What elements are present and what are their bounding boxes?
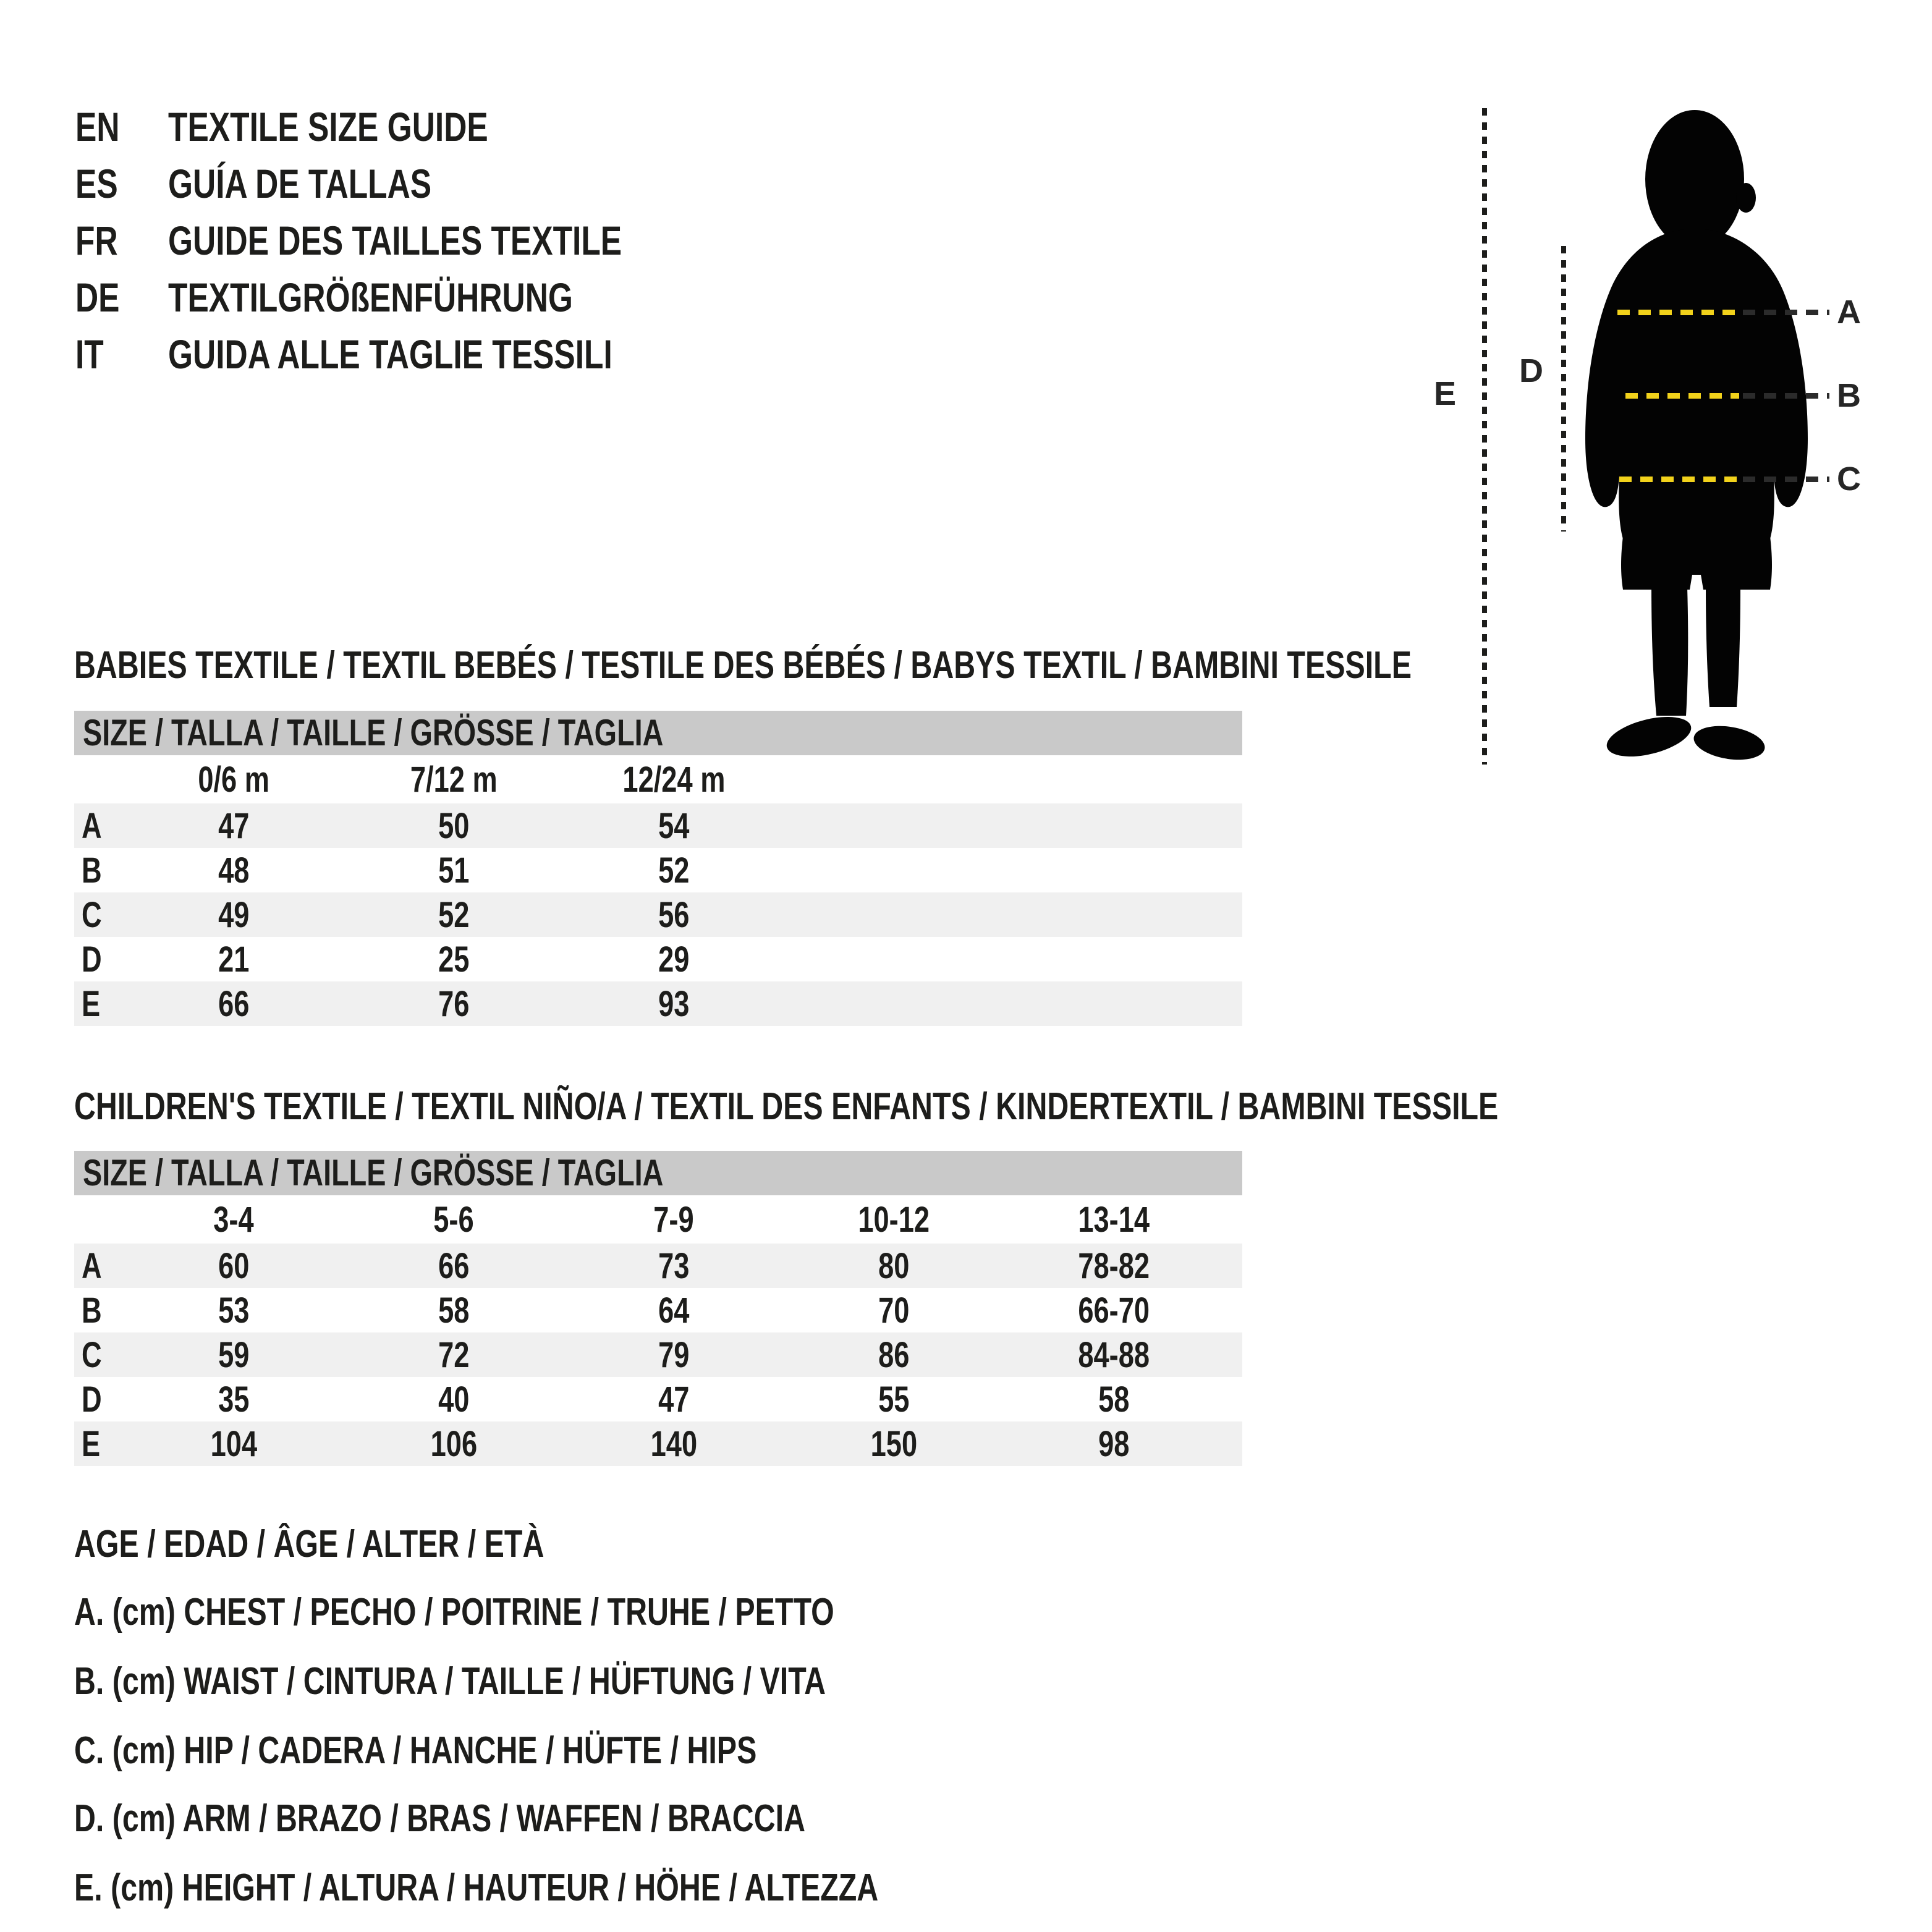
chest-a-dash-line (1617, 310, 1739, 315)
table-row (74, 1288, 1242, 1332)
waist-b-dash-line (1625, 393, 1739, 399)
legend-line-age: AGE / EDAD / ÂGE / ALTER / ETÀ (74, 1523, 544, 1566)
measurement-figure (1421, 87, 1932, 803)
column-header: 10-12 (858, 1199, 930, 1240)
table-row (74, 1421, 1242, 1466)
cell-value: 66 (438, 1245, 470, 1286)
cell-value: 48 (218, 850, 250, 891)
cell-value: 50 (438, 805, 470, 846)
size-header-text: SIZE / TALLA / TAILLE / GRÖSSE / TAGLIA (83, 712, 664, 753)
cell-value: 35 (218, 1379, 250, 1420)
cell-value: 52 (658, 850, 690, 891)
table-row (74, 937, 1242, 981)
cell-value: 54 (658, 805, 690, 846)
hip-c-dash-line-outer (1743, 477, 1829, 482)
cell-value: 78-82 (1078, 1245, 1150, 1286)
hip-c-dash-line (1619, 477, 1739, 482)
row-label: E (82, 983, 101, 1024)
row-label: C (82, 894, 102, 935)
waist-b-dash-line-outer (1743, 393, 1829, 399)
cell-value: 104 (210, 1423, 257, 1464)
cell-value: 66 (218, 983, 250, 1024)
cell-value: 49 (218, 894, 250, 935)
cell-value: 47 (658, 1379, 690, 1420)
legend-line-height: E. (cm) HEIGHT / ALTURA / HAUTEUR / HÖHE / ALTEZZA (74, 1866, 879, 1909)
figure-label-e: E (1434, 375, 1457, 412)
children-column-headers (74, 1195, 1242, 1244)
chest-a-dash-line-outer (1743, 310, 1829, 315)
row-label: A (82, 1245, 102, 1286)
babies-table-title (74, 645, 1789, 686)
language-code: EN (75, 104, 120, 150)
cell-value: 150 (870, 1423, 917, 1464)
babies-size-table (74, 711, 1242, 1026)
figure-label-c: C (1837, 460, 1861, 498)
table-row (74, 892, 1242, 937)
column-header: 0/6 m (198, 759, 269, 800)
language-code: IT (75, 331, 104, 377)
table-row (74, 1332, 1242, 1377)
cell-value: 47 (218, 805, 250, 846)
cell-value: 76 (438, 983, 470, 1024)
cell-value: 79 (658, 1334, 690, 1375)
cell-value: 80 (878, 1245, 910, 1286)
column-header: 12/24 m (622, 759, 725, 800)
row-label: E (82, 1423, 101, 1464)
cell-value: 59 (218, 1334, 250, 1375)
children-size-table (74, 1151, 1242, 1466)
cell-value: 84-88 (1078, 1334, 1150, 1375)
column-header: 7-9 (653, 1199, 694, 1240)
cell-value: 98 (1098, 1423, 1130, 1464)
guide-title: GUIDE DES TAILLES TEXTILE (168, 218, 622, 263)
guide-title: GUIDA ALLE TAGLIE TESSILI (168, 331, 612, 377)
cell-value: 56 (658, 894, 690, 935)
cell-value: 58 (438, 1290, 470, 1331)
figure-label-a: A (1837, 294, 1861, 331)
cell-value: 66-70 (1078, 1290, 1150, 1331)
language-code: ES (75, 161, 118, 206)
table-row (74, 803, 1242, 848)
table-row (74, 1377, 1242, 1421)
cell-value: 70 (878, 1290, 910, 1331)
row-label: C (82, 1334, 102, 1375)
cell-value: 73 (658, 1245, 690, 1286)
size-header-text: SIZE / TALLA / TAILLE / GRÖSSE / TAGLIA (83, 1152, 664, 1193)
table-row (74, 981, 1242, 1026)
cell-value: 58 (1098, 1379, 1130, 1420)
cell-value: 53 (218, 1290, 250, 1331)
children-table-title-text: CHILDREN'S TEXTILE / TEXTIL NIÑO/A / TEXTIL DES ENFANTS / KINDERTEXTIL / BAMBINI TESSILE (74, 1085, 1499, 1128)
cell-value: 55 (878, 1379, 910, 1420)
row-label: B (82, 1290, 102, 1331)
table-row (74, 848, 1242, 892)
size-header-bar (74, 711, 1242, 755)
table-row (74, 1244, 1242, 1288)
language-code: FR (75, 218, 118, 263)
cell-value: 60 (218, 1245, 250, 1286)
size-header-bar (74, 1151, 1242, 1195)
children-table-title (74, 1087, 1900, 1127)
figure-label-d: D (1519, 352, 1543, 389)
cell-value: 21 (218, 939, 250, 980)
guide-title: TEXTILGRÖßENFÜHRUNG (168, 274, 573, 320)
cell-value: 72 (438, 1334, 470, 1375)
legend-line-arm: D. (cm) ARM / BRAZO / BRAS / WAFFEN / BRACCIA (74, 1797, 806, 1840)
column-header: 5-6 (433, 1199, 474, 1240)
figure-label-b: B (1837, 377, 1861, 414)
row-label: B (82, 850, 102, 891)
cell-value: 29 (658, 939, 690, 980)
row-label: D (82, 939, 102, 980)
legend-line-hip: C. (cm) HIP / CADERA / HANCHE / HÜFTE / HIPS (74, 1729, 757, 1772)
legend-line-waist: B. (cm) WAIST / CINTURA / TAILLE / HÜFTUNG / VITA (74, 1660, 826, 1703)
cell-value: 86 (878, 1334, 910, 1375)
column-header: 7/12 m (410, 759, 498, 800)
guide-title: TEXTILE SIZE GUIDE (168, 104, 488, 150)
row-label: A (82, 805, 102, 846)
guide-title: GUÍA DE TALLAS (168, 161, 432, 206)
cell-value: 93 (658, 983, 690, 1024)
cell-value: 52 (438, 894, 470, 935)
cell-value: 140 (650, 1423, 697, 1464)
cell-value: 64 (658, 1290, 690, 1331)
cell-value: 51 (438, 850, 470, 891)
cell-value: 25 (438, 939, 470, 980)
cell-value: 106 (430, 1423, 477, 1464)
column-header: 3-4 (213, 1199, 254, 1240)
row-label: D (82, 1379, 102, 1420)
cell-value: 40 (438, 1379, 470, 1420)
arm-d-dotted-line (1561, 246, 1566, 532)
babies-column-headers (74, 755, 1242, 803)
column-header: 13-14 (1078, 1199, 1150, 1240)
legend-line-chest: A. (cm) CHEST / PECHO / POITRINE / TRUHE / PETTO (74, 1591, 834, 1633)
babies-table-title-text: BABIES TEXTILE / TEXTIL BEBÉS / TESTILE DES BÉBÉS / BABYS TEXTIL / BAMBINI TESSILE (74, 644, 1412, 687)
language-code: DE (75, 274, 120, 320)
